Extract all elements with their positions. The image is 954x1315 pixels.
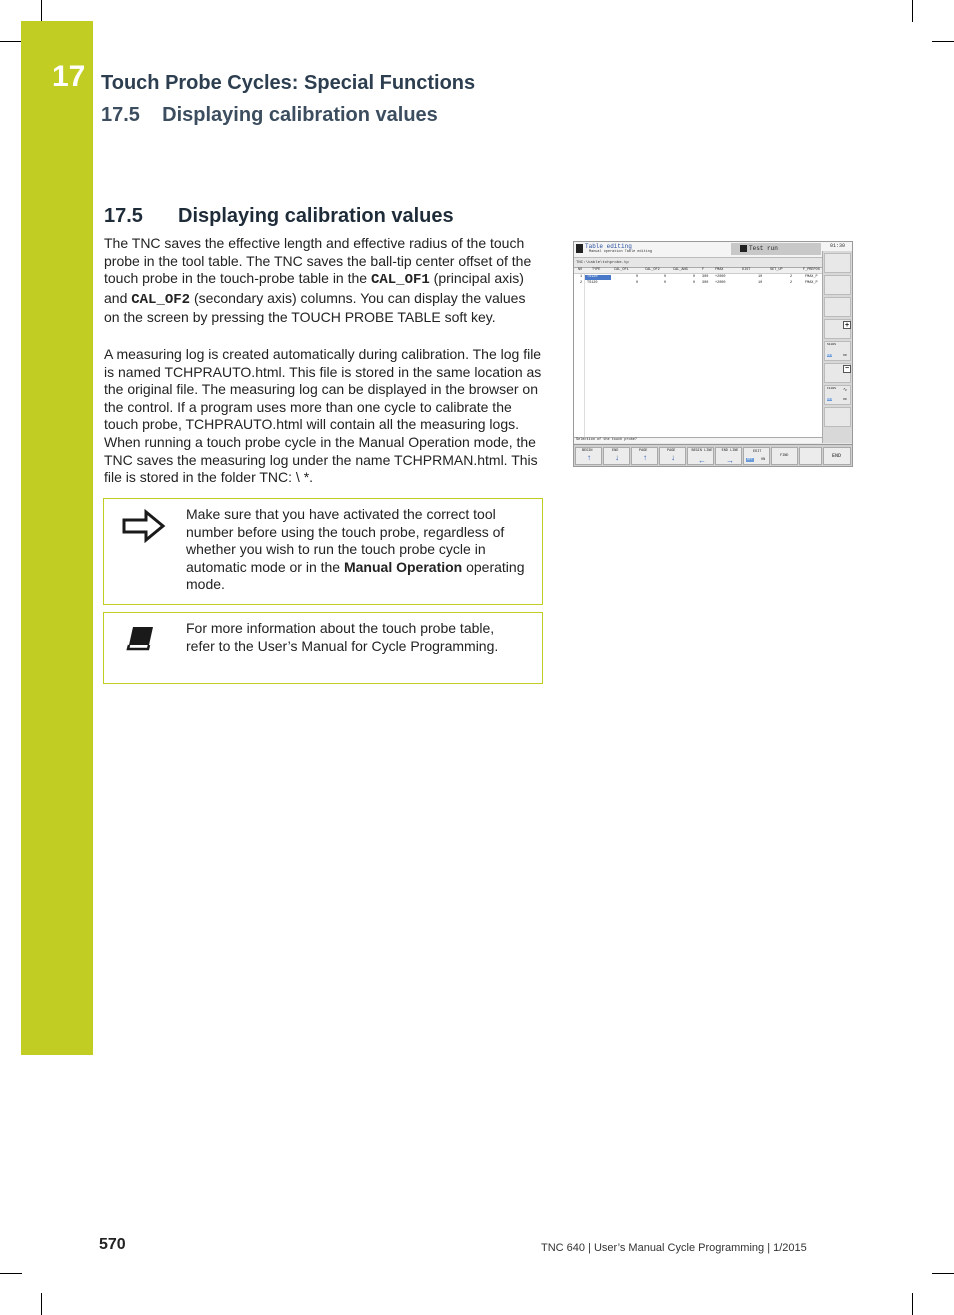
screen-mode-sub: Manual operation Table editing [589,250,653,254]
screen-testrun-box [731,243,821,255]
screen-table [574,267,822,437]
chapter-number: 17 [52,60,86,93]
row-cell: 10 [758,281,763,285]
row-cell: FMAX_P [805,281,818,285]
section-number: 17.5 [104,205,143,227]
softkey-edit[interactable] [743,447,770,465]
softkey-label: END LINE [721,449,739,453]
table-row[interactable] [574,281,822,286]
chapter-subtitle [101,104,438,127]
arrow-down-icon: ↓ [671,453,675,462]
row-cell: FMAX_P [805,275,818,279]
col-header: FMAX [715,268,724,272]
screen-mode-title: Table editing [585,243,632,250]
crop-mark [932,41,954,42]
col-header: NO [578,268,583,272]
chapter-sidebar [21,21,93,1055]
row-cell: 10 [758,275,763,279]
chapter-title: Touch Probe Cycles: Special Functions [101,72,476,94]
crop-mark [912,1293,913,1315]
screen-clock-box [822,242,852,251]
wave-icon: ∿ [843,387,848,393]
row-cell: 1 [580,275,583,279]
arrow-right-icon [122,509,166,548]
row-cell: 300 [702,275,709,279]
row-cell: 0 [636,275,639,279]
chapter-subtitle-text: 17.5 Displaying calibration values [101,104,438,126]
softkey-page-down[interactable] [659,447,686,465]
edit-state-on: ON [761,458,766,462]
side-softkey[interactable] [824,253,851,273]
side-label-off: OFF [827,398,833,401]
code-cal-of2: CAL_OF2 [131,291,191,308]
page-number: 570 [99,1236,126,1253]
col-header: CAL_ANG [673,268,688,272]
row-cell-selected[interactable]: TS120 [585,275,611,280]
softkey-begin-line[interactable] [687,447,714,465]
row-cell: 0 [664,281,667,285]
row-cell: 0 [693,275,696,279]
softkey-label: BEGIN [582,449,593,453]
arrow-up-icon: ↑ [643,453,647,462]
section-heading [104,205,454,228]
warning-text-bold: Manual Operation [343,558,463,575]
col-header: CAL_OF1 [614,268,629,272]
page-footer: TNC 640 | User’s Manual Cycle Programming | 1/2015 [541,1242,807,1254]
side-label-on: ON [843,354,847,357]
softkey-end-line[interactable] [715,447,742,465]
warning-text-b: operating mode. [186,558,525,593]
row-cell: 2 [790,281,793,285]
row-cell: 300 [702,281,709,285]
table-row[interactable] [574,275,822,280]
col-header: F [702,268,705,272]
crop-mark [41,1293,42,1315]
row-cell: 0 [664,275,667,279]
book-icon [126,624,156,657]
softkey-label: END [832,453,842,459]
softkey-page-up[interactable] [631,447,658,465]
softkey-end[interactable] [603,447,630,465]
crop-mark [912,0,913,22]
softkey-label: FIND [780,454,789,458]
arrow-down-icon: ↓ [615,453,619,462]
row-cell: TS120 [587,281,598,285]
side-label-off: OFF [827,354,833,357]
testrun-icon [740,245,747,252]
info-note [103,612,543,684]
row-cell: 0 [636,281,639,285]
softkey-end-table[interactable] [823,447,851,465]
col-header: DIST [742,268,751,272]
tnc-screenshot [573,241,853,467]
col-header: F_PREPOS [803,268,820,272]
screen-status-bar [574,437,822,443]
code-cal-of1: CAL_OF1 [370,272,430,289]
softkey-find[interactable] [771,447,798,465]
crop-mark [0,41,22,42]
screen-side-panel [822,251,852,443]
row-cell: 2 [790,275,793,279]
row-cell: +2000 [715,281,726,285]
side-softkey[interactable] [824,407,851,427]
softkey-begin[interactable] [575,447,602,465]
edit-state-off: OFF [747,458,754,462]
section-title: Displaying calibration values [178,205,454,227]
row-cell: +2000 [715,275,726,279]
paragraph-1 [104,235,542,327]
softkey-label: PAGE [639,449,648,453]
crop-mark [41,0,42,22]
screen-titlebar [574,242,822,258]
softkey-label: PAGE [667,449,676,453]
info-note-text: For more information about the touch probe table, refer to the User’s Manual for Cycle Programming. [186,620,499,654]
crop-mark [0,1273,22,1274]
side-softkey-s[interactable] [824,341,851,361]
screen-path: TNC:\table\tchprobe.tp [576,261,629,265]
warning-note-text [186,506,526,594]
screen-softkey-bar [574,444,852,466]
crop-mark [932,1273,954,1274]
side-label-f: F100% [827,387,837,390]
side-softkey[interactable] [824,297,851,317]
paragraph-1-text-a: The TNC saves the effective length and effective radius of the touch probe in the tool table. The TNC saves the ball-tip center offset of the touch probe in the touch-probe table in the [104,235,532,287]
screen-table-header [574,268,822,274]
paragraph-1-text-c: (secondary axis) columns. You can display the values on the screen by pressing the TOUCH PROBE TABLE soft key. [104,289,526,326]
row-cell: 0 [693,281,696,285]
warning-text-a: Make sure that you have activated the correct tool number before using the touch probe, regardless of whether you wish to run the touch probe cycle in automatic mode or in the [186,506,505,575]
side-softkey-f[interactable] [824,385,851,405]
arrow-up-icon: ↑ [587,453,591,462]
softkey-label: END [612,449,619,453]
minus-icon: − [844,365,850,372]
screen-status-text: Selection of the touch probe? [576,438,637,442]
softkey-label: EDIT [753,450,762,454]
screen-mode-icon [576,244,583,253]
col-header: TYPE [592,268,601,272]
screen-testrun: Test run [749,245,778,252]
arrow-left-icon: ← [698,456,706,465]
row-cell: 2 [580,281,583,285]
arrow-right-icon: → [726,456,734,465]
col-header: SET_UP [770,268,783,272]
side-softkey-plus[interactable] [824,319,851,339]
side-softkey[interactable] [824,275,851,295]
screen-clock: 01:30 [830,243,846,249]
plus-icon: + [844,322,850,329]
table-grid-line [584,274,585,438]
softkey-blank[interactable] [799,447,822,465]
softkey-label: BEGIN LINE [691,449,713,453]
side-label-on: ON [843,398,847,401]
side-softkey-minus[interactable] [824,363,851,383]
col-header: CAL_OF2 [645,268,660,272]
side-label-s: S100% [827,343,837,346]
warning-note [103,498,543,605]
paragraph-1-text-b: (principal axis) and [104,270,524,306]
paragraph-2: A measuring log is created automatically during calibration. The log file is named TCHPRAUTO.html. This file is stored in the same location as the original file. The measuring log can be displayed in the browser on the control. If a program uses more than one cycle to calibrate the touch probe, TCHPRAUTO.html will contain all the measuring logs. When running a touch probe cycle in the Manual Operation mode, the TNC saves the measuring log under the name TCHPRMAN.html. This file is stored in the folder TNC: \ *. [104,346,542,486]
